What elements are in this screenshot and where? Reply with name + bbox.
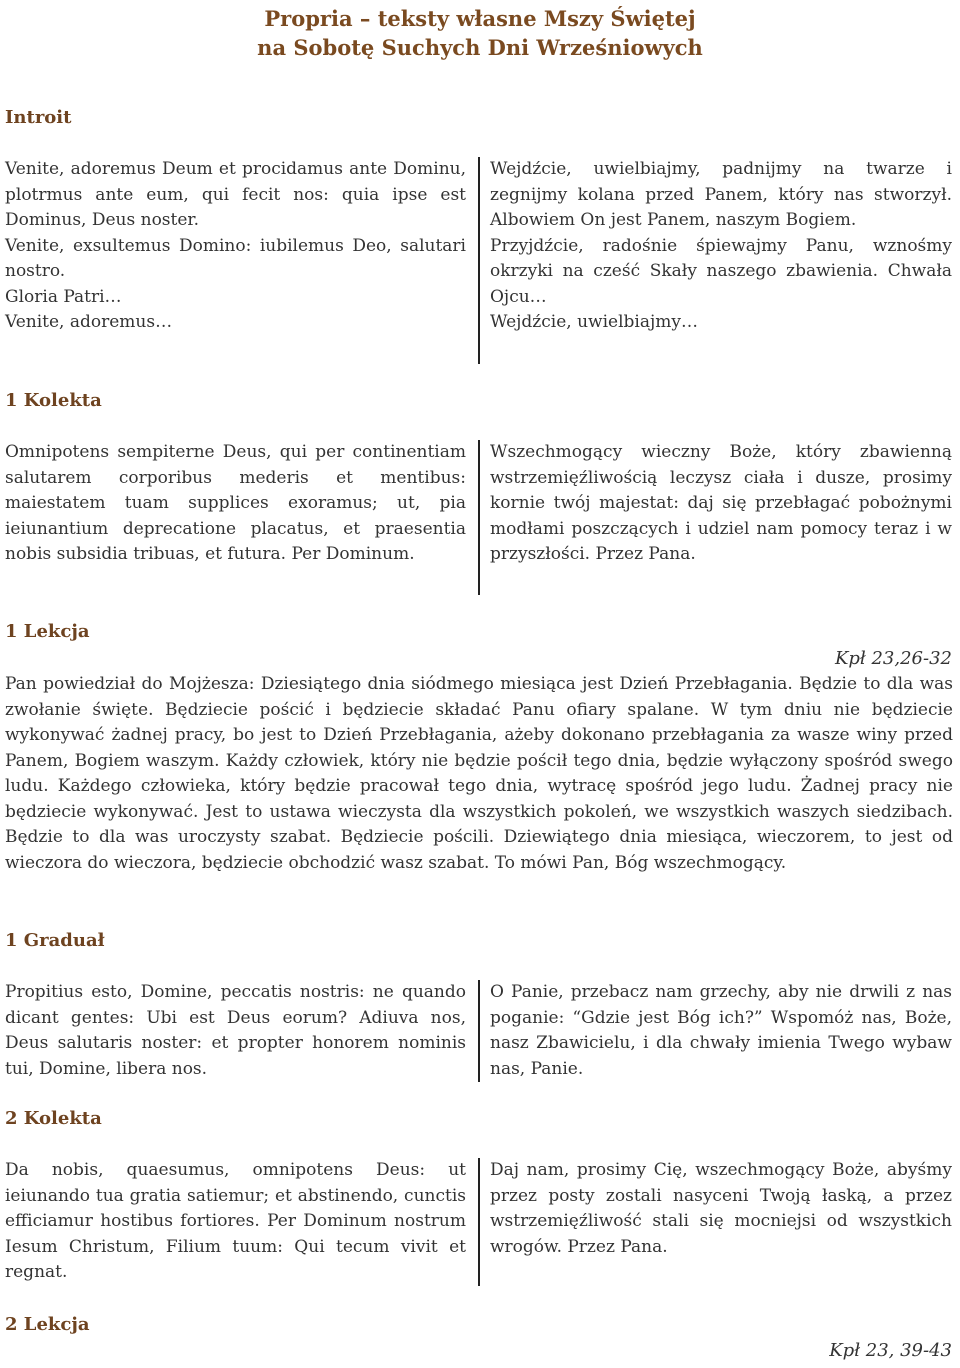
- lekcja1-text: Pan powiedział do Mojżesza: Dziesiątego dnia siódmego miesiąca jest Dzień Przebłagania. Będzie to dla was zwołanie święte. Będziecie pościć i będziecie składać Panu ofiary spalane. W tym dniu nie będziecie wykonywać żadnej pracy, bo jest to Dzień Przebłagania, ażeby dokonano przebłagania za wasze winy przed Panem, Bogiem waszym. Każdy człowiek, który nie będzie pościł tego dnia, będzie wyłączony spośród swego ludu. Każdego człowieka, który będzie pracował tego dnia, wytracę spośród jego ludu. Żadnej pracy nie będziecie wykonywać. Jest to ustawa wieczysta dla wszystkich pokoleń, we wszystkich waszych siedzibach. Będzie to dla was uroczysty szabat. Będziecie pościli. Dziewiątego dnia miesiąca, wieczorem, to jest od wieczora do wieczora, będziecie obchodzić wasz szabat. To mówi Pan, Bóg wszechmogący.: [5, 674, 953, 873]
- introit-latin-p4: Venite, adoremus…: [5, 312, 173, 332]
- lekcja1-reference: Kpł 23,26-32: [834, 648, 952, 669]
- kolekta1-polish: Wszechmogący wieczny Boże, który zbawienną wstrzemięźliwością leczysz ciała i dusze, prosimy kornie twój majestat: daj się przebłagać pobożnymi modłami poszczących i udziel nam pomocy teraz i w przyszłości. Przez Pana.: [490, 442, 952, 564]
- kolekta2-latin: Da nobis, quaesumus, omnipotens Deus: ut ieiunando tua gratia satiemur; et abstinendo, cunctis efficiamur hostibus fortiores. Per Dominum nostrum Iesum Christum, Filium tuum: Qui tecum vivit et regnat.: [5, 1160, 466, 1282]
- kolekta2-polish: Daj nam, prosimy Cię, wszechmogący Boże, abyśmy przez posty zostali nasyceni Twoją łaską, a przez wstrzemięźliwość stali się mocniejsi od wszystkich wrogów. Przez Pana.: [490, 1160, 952, 1257]
- introit-polish: [490, 157, 952, 336]
- column-divider: [478, 440, 480, 595]
- introit-latin-p3: Gloria Patri…: [5, 286, 122, 307]
- gradual1-latin: Propitius esto, Domine, peccatis nostris: ne quando dicant gentes: Ubi est Deus eorum? Adiuva nos, Deus salutaris noster: et propter honorem nominis tui, Domine, libera nos.: [5, 982, 466, 1079]
- introit-heading: Introit: [5, 107, 72, 128]
- introit-latin-p1: Venite, adoremus Deum et procidamus ante Dominu, plotrmus ante eum, qui fecit nos: quia ipse est Dominus, Deus noster.: [5, 159, 466, 230]
- lekcja1-heading: 1 Lekcja: [5, 621, 90, 642]
- gradual1-heading: 1 Graduał: [5, 930, 105, 951]
- lekcja2-reference: Kpł 23, 39-43: [829, 1340, 952, 1361]
- kolekta1-heading: 1 Kolekta: [5, 390, 102, 411]
- introit-latin-p2: Venite, exsultemus Domino: iubilemus Deo, salutari nostro.: [5, 235, 466, 281]
- column-divider: [478, 157, 480, 364]
- introit-polish-p2: Przyjdźcie, radośnie śpiewajmy Panu, wznośmy okrzyki na cześć Skały naszego zbawienia. Chwała Ojcu…: [490, 235, 952, 307]
- column-divider: [478, 1158, 480, 1286]
- title-line-2: na Sobotę Suchych Dni Wrześniowych: [257, 35, 703, 60]
- page-title: [0, 4, 960, 62]
- kolekta2-heading: 2 Kolekta: [5, 1108, 102, 1129]
- introit-polish-p3: Wejdźcie, uwielbiajmy…: [490, 312, 698, 332]
- introit-polish-p1: Wejdźcie, uwielbiajmy, padnijmy na twarze i zegnijmy kolana przed Panem, który nas stworzył. Albowiem On jest Panem, naszym Bogiem.: [490, 159, 952, 230]
- title-line-1: Propria – teksty własne Mszy Świętej: [264, 6, 696, 31]
- introit-latin: [5, 157, 466, 336]
- gradual1-polish: O Panie, przebacz nam grzechy, aby nie drwili z nas poganie: “Gdzie jest Bóg ich?” Wspomóż nas, Boże, nasz Zbawicielu, i dla chwały imienia Twego wybaw nas, Panie.: [490, 982, 952, 1079]
- column-divider: [478, 980, 480, 1082]
- lekcja2-heading: 2 Lekcja: [5, 1314, 90, 1335]
- kolekta1-latin: Omnipotens sempiterne Deus, qui per continentiam salutarem corporibus mederis et mentibus: maiestatem tuam supplices exoramus; ut, pia ieiunantium deprecatione placatus, et praesentia nobis subsidia tribuas, et futura. Per Dominum.: [5, 442, 466, 564]
